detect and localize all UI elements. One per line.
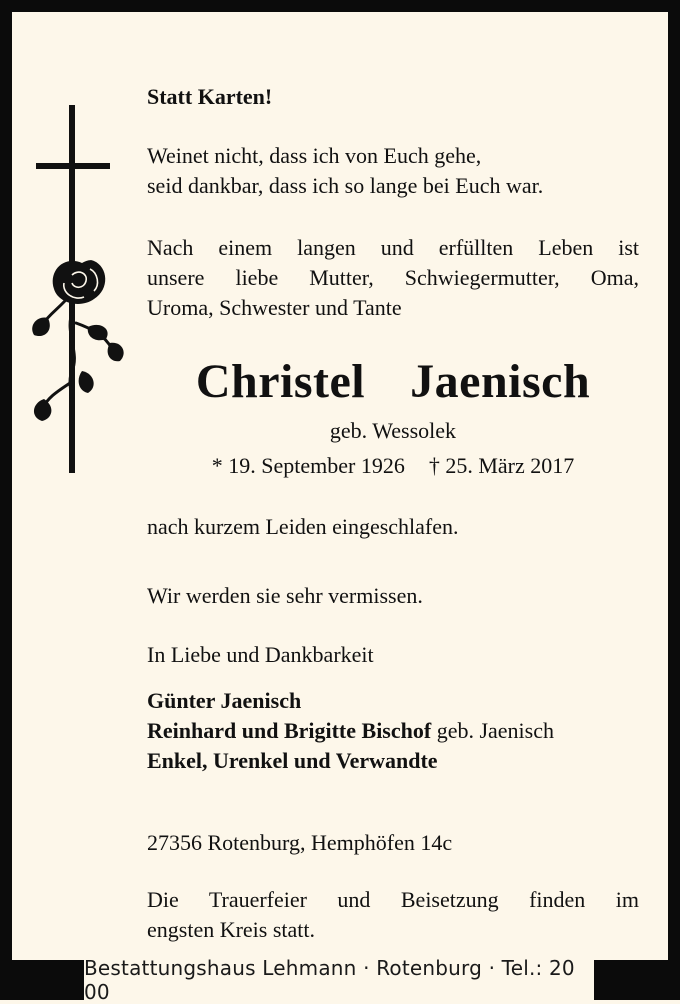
mourner-line-2-suffix: geb. Jaenisch (431, 718, 554, 743)
intro-line-3: Uroma, Schwester und Tante (147, 295, 402, 320)
mourner-line-3: Enkel, Urenkel und Verwandte (147, 748, 438, 773)
verse-line-1: Weinet nicht, dass ich von Euch gehe, (147, 143, 482, 168)
mourner-line-2-names: Reinhard und Brigitte Bischof (147, 718, 432, 743)
address: 27356 Rotenburg, Hemphöfen 14c (147, 830, 453, 855)
death-date: † 25. März 2017 (428, 453, 575, 478)
intro-line-1: Nach einem langen und erfüllten Leben ist (147, 235, 639, 260)
life-dates (140, 451, 646, 481)
miss-text: Wir werden sie sehr vermissen. (147, 583, 423, 608)
mourner-line-1: Günter Jaenisch (147, 688, 302, 713)
cross-with-rose-icon (20, 103, 132, 473)
ceremony-line-2: engsten Kreis statt. (147, 917, 316, 942)
footer-funeral-home: Bestattungshaus Lehmann · Rotenburg · Tel.: 20 00 (84, 960, 594, 1000)
verse-line-2: seid dankbar, dass ich so lange bei Euch war. (147, 173, 544, 198)
statt-karten-heading: Statt Karten! (147, 84, 273, 109)
intro-line-2: unsere liebe Mutter, Schwiegermutter, Oma, (147, 265, 639, 290)
maiden-name: geb. Wessolek (329, 418, 457, 443)
birth-date: * 19. September 1926 (211, 453, 405, 478)
ceremony-line-1: Die Trauerfeier und Beisetzung finden im (147, 887, 639, 912)
mourner-line-2 (147, 716, 639, 746)
closing-text: In Liebe und Dankbarkeit (147, 642, 374, 667)
deceased-name: Christel Jaenisch (195, 355, 591, 408)
passing-text: nach kurzem Leiden eingeschlafen. (147, 514, 459, 539)
